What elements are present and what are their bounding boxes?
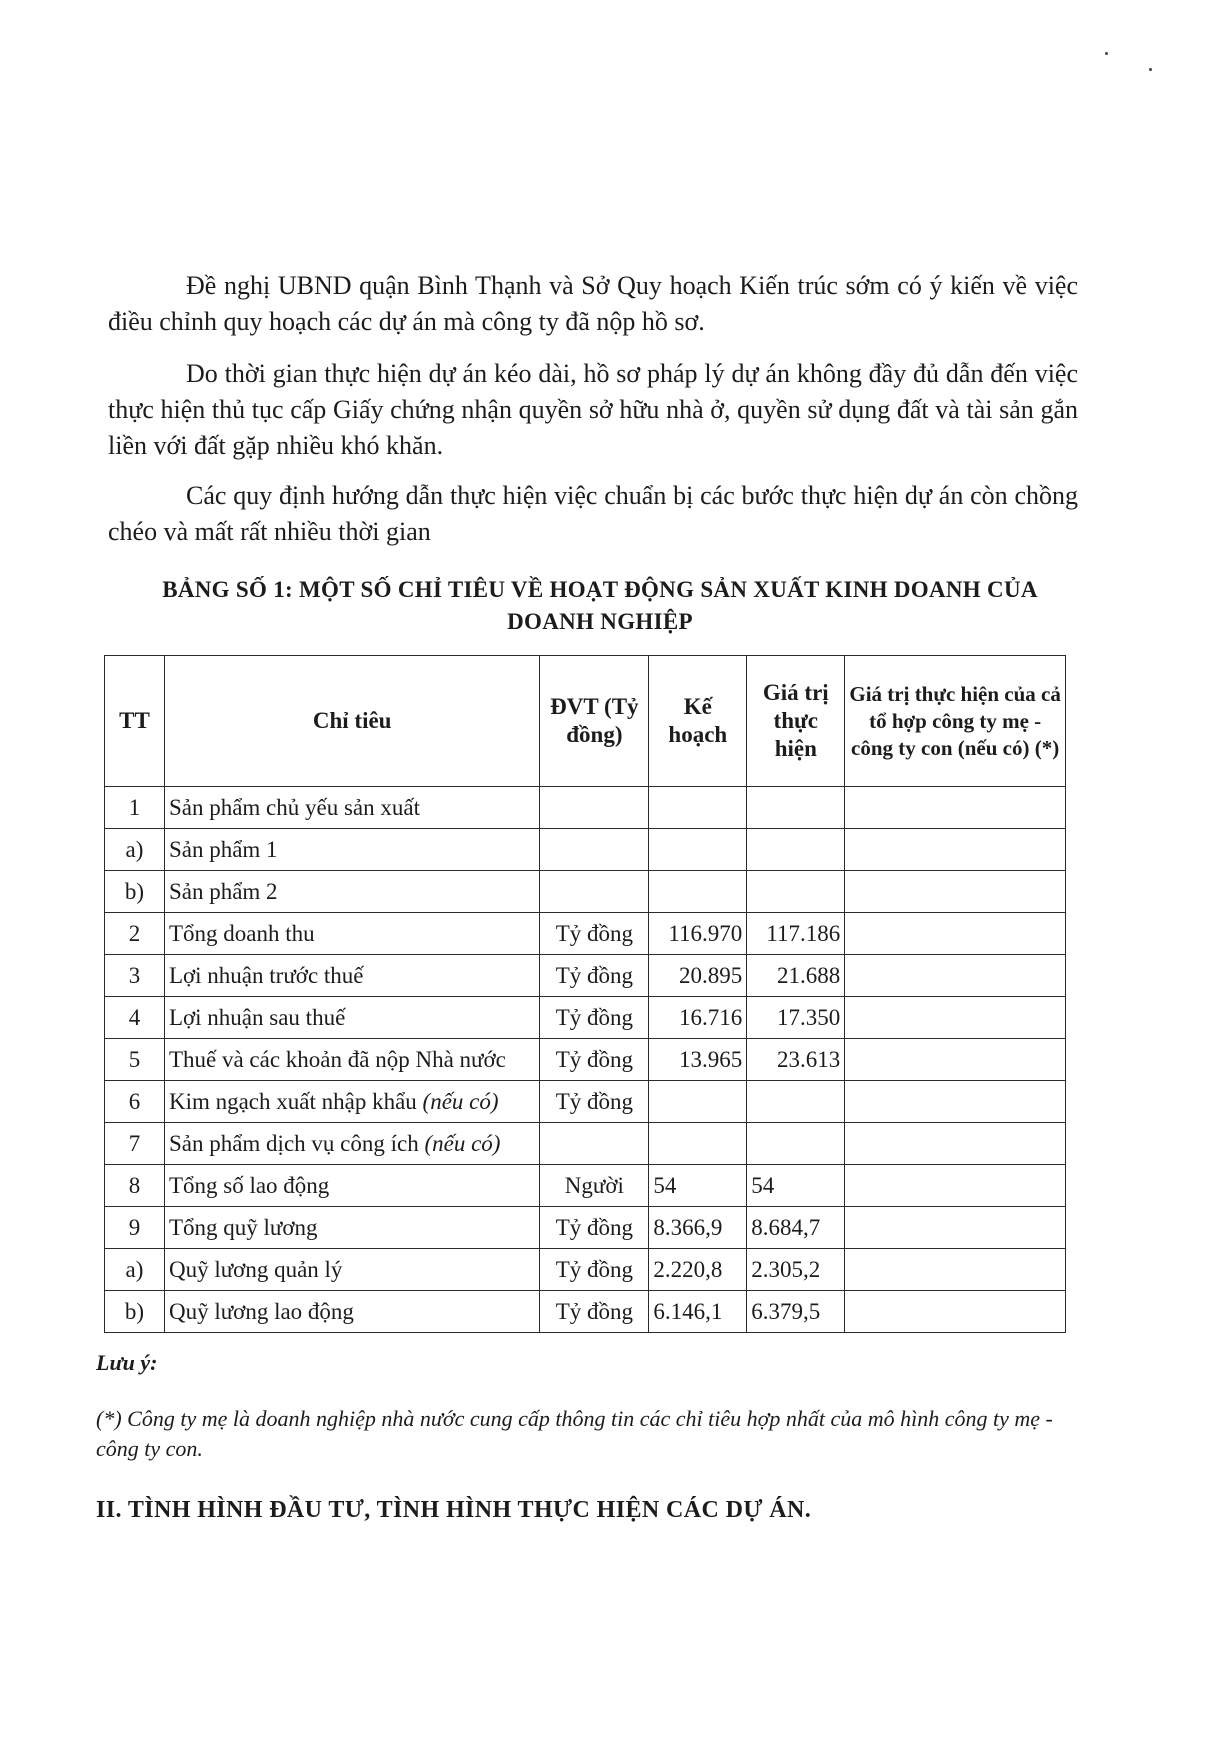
paragraph-3-text: Các quy định hướng dẫn thực hiện việc chuẩn bị các bước thực hiện dự án còn chồng chéo và mất rất nhiều thời gian: [108, 481, 1078, 546]
row-name-note: (nếu có): [424, 1130, 501, 1156]
table-row: [105, 1249, 1066, 1291]
row-name-text: Sản phẩm 1: [168, 836, 278, 862]
row-unit: Tỷ đồng: [540, 1207, 649, 1249]
row-actual: [747, 829, 845, 871]
row-tt: 2: [105, 913, 165, 955]
header-tt: TT: [105, 656, 165, 787]
row-tt: 9: [105, 1207, 165, 1249]
row-plan: 8.366,9: [649, 1207, 747, 1249]
row-plan: [649, 829, 747, 871]
row-actual: [747, 1123, 845, 1165]
row-tt: 5: [105, 1039, 165, 1081]
header-ke-hoach: Kế hoạch: [649, 656, 747, 787]
row-actual: 54: [747, 1165, 845, 1207]
row-name: [164, 913, 539, 955]
row-name-text: Tổng số lao động: [168, 1172, 330, 1198]
row-unit: Tỷ đồng: [540, 913, 649, 955]
row-actual: 17.350: [747, 997, 845, 1039]
row-name: [164, 997, 539, 1039]
table-row: [105, 913, 1066, 955]
table-row: [105, 1081, 1066, 1123]
row-group: [845, 913, 1066, 955]
row-actual: [747, 1081, 845, 1123]
paragraph-1: [108, 268, 1078, 340]
table-row: [105, 997, 1066, 1039]
table-row: [105, 871, 1066, 913]
row-name-text: Sản phẩm dịch vụ công ích: [168, 1130, 425, 1156]
row-plan: [649, 787, 747, 829]
row-actual: 117.186: [747, 913, 845, 955]
row-plan: [649, 1123, 747, 1165]
row-plan: 116.970: [649, 913, 747, 955]
note-label: Lưu ý:: [96, 1350, 158, 1375]
row-group: [845, 1291, 1066, 1333]
scan-speck: [1105, 52, 1108, 55]
row-name-text: Quỹ lương quản lý: [168, 1256, 343, 1282]
row-name: [164, 1081, 539, 1123]
section-heading: II. TÌNH HÌNH ĐẦU TƯ, TÌNH HÌNH THỰC HIỆN CÁC DỰ ÁN.: [96, 1497, 812, 1523]
scan-speck: [1149, 68, 1152, 71]
table-row: [105, 1165, 1066, 1207]
row-unit: [540, 1123, 649, 1165]
paragraph-1-text: Đề nghị UBND quận Bình Thạnh và Sở Quy hoạch Kiến trúc sớm có ý kiến về việc điều chỉnh quy hoạch các dự án mà công ty đã nộp hồ sơ.: [108, 271, 1078, 336]
row-group: [845, 1123, 1066, 1165]
row-unit: Tỷ đồng: [540, 997, 649, 1039]
row-plan: 6.146,1: [649, 1291, 747, 1333]
row-group: [845, 1039, 1066, 1081]
row-plan: 13.965: [649, 1039, 747, 1081]
row-tt: 1: [105, 787, 165, 829]
row-name-text: Thuế và các khoản đã nộp Nhà nước: [168, 1046, 506, 1072]
header-chi-tieu: Chỉ tiêu: [164, 656, 539, 787]
row-unit: Người: [540, 1165, 649, 1207]
row-name-text: Lợi nhuận sau thuế: [168, 1004, 346, 1030]
row-name: [164, 871, 539, 913]
row-unit: Tỷ đồng: [540, 1249, 649, 1291]
row-name-text: Quỹ lương lao động: [168, 1298, 354, 1324]
row-name: [164, 1249, 539, 1291]
note-text: (*) Công ty mẹ là doanh nghiệp nhà nước cung cấp thông tin các chỉ tiêu hợp nhất của mô hình công ty mẹ - công ty con.: [96, 1406, 1053, 1461]
row-name: [164, 829, 539, 871]
row-unit: Tỷ đồng: [540, 1291, 649, 1333]
row-name-text: Lợi nhuận trước thuế: [168, 962, 364, 988]
paragraph-2-text: Do thời gian thực hiện dự án kéo dài, hồ sơ pháp lý dự án không đầy đủ dẫn đến việc thực hiện thủ tục cấp Giấy chứng nhận quyền sở hữu nhà ở, quyền sử dụng đất và tài sản gắn liền với đất gặp nhiều khó khăn.: [108, 359, 1078, 460]
table-row: [105, 955, 1066, 997]
row-group: [845, 829, 1066, 871]
row-name: [164, 1207, 539, 1249]
row-plan: 54: [649, 1165, 747, 1207]
row-unit: Tỷ đồng: [540, 1081, 649, 1123]
row-unit: [540, 871, 649, 913]
row-plan: [649, 871, 747, 913]
row-name: [164, 1291, 539, 1333]
row-group: [845, 787, 1066, 829]
row-plan: 20.895: [649, 955, 747, 997]
row-tt: 6: [105, 1081, 165, 1123]
table-row: [105, 1207, 1066, 1249]
row-name-text: Sản phẩm chủ yếu sản xuất: [168, 794, 420, 820]
table-row: [105, 1291, 1066, 1333]
header-gia-tri-thuc-hien: Giá trị thực hiện: [747, 656, 845, 787]
table-row: [105, 1123, 1066, 1165]
row-actual: 2.305,2: [747, 1249, 845, 1291]
table-row: [105, 787, 1066, 829]
row-tt: 3: [105, 955, 165, 997]
table-header-row: [105, 656, 1066, 787]
row-group: [845, 1249, 1066, 1291]
row-tt: b): [105, 871, 165, 913]
row-actual: 8.684,7: [747, 1207, 845, 1249]
business-indicators-table: [104, 655, 1066, 1333]
row-name-text: Sản phẩm 2: [168, 878, 278, 904]
table-row: [105, 1039, 1066, 1081]
row-group: [845, 1165, 1066, 1207]
row-actual: [747, 787, 845, 829]
paragraph-3: [108, 478, 1078, 550]
row-plan: [649, 1081, 747, 1123]
row-unit: [540, 787, 649, 829]
row-tt: 4: [105, 997, 165, 1039]
row-actual: 21.688: [747, 955, 845, 997]
row-name-text: Tổng doanh thu: [168, 920, 315, 946]
row-name-text: Tổng quỹ lương: [168, 1214, 318, 1240]
row-tt: a): [105, 1249, 165, 1291]
row-name-text: Kim ngạch xuất nhập khẩu: [168, 1088, 423, 1114]
header-dvt: ĐVT (Tỷ đồng): [540, 656, 649, 787]
row-unit: [540, 829, 649, 871]
row-tt: 8: [105, 1165, 165, 1207]
row-tt: a): [105, 829, 165, 871]
row-unit: Tỷ đồng: [540, 955, 649, 997]
row-group: [845, 1081, 1066, 1123]
table-title: BẢNG SỐ 1: MỘT SỐ CHỈ TIÊU VỀ HOẠT ĐỘNG SẢN XUẤT KINH DOANH CỦA DOANH NGHIỆP: [162, 577, 1038, 634]
row-actual: [747, 871, 845, 913]
header-gia-tri-to-hop: Giá trị thực hiện của cả tổ hợp công ty mẹ - công ty con (nếu có) (*): [845, 656, 1066, 787]
row-name: [164, 1039, 539, 1081]
paragraph-2: [108, 356, 1078, 464]
row-name: [164, 1123, 539, 1165]
row-group: [845, 997, 1066, 1039]
row-plan: 2.220,8: [649, 1249, 747, 1291]
row-group: [845, 1207, 1066, 1249]
row-name-note: (nếu có): [422, 1088, 499, 1114]
row-group: [845, 955, 1066, 997]
row-unit: Tỷ đồng: [540, 1039, 649, 1081]
row-tt: b): [105, 1291, 165, 1333]
row-tt: 7: [105, 1123, 165, 1165]
table-row: [105, 829, 1066, 871]
table-body: [105, 787, 1066, 1333]
row-name: [164, 1165, 539, 1207]
row-actual: 23.613: [747, 1039, 845, 1081]
row-name: [164, 955, 539, 997]
row-group: [845, 871, 1066, 913]
row-actual: 6.379,5: [747, 1291, 845, 1333]
row-plan: 16.716: [649, 997, 747, 1039]
row-name: [164, 787, 539, 829]
